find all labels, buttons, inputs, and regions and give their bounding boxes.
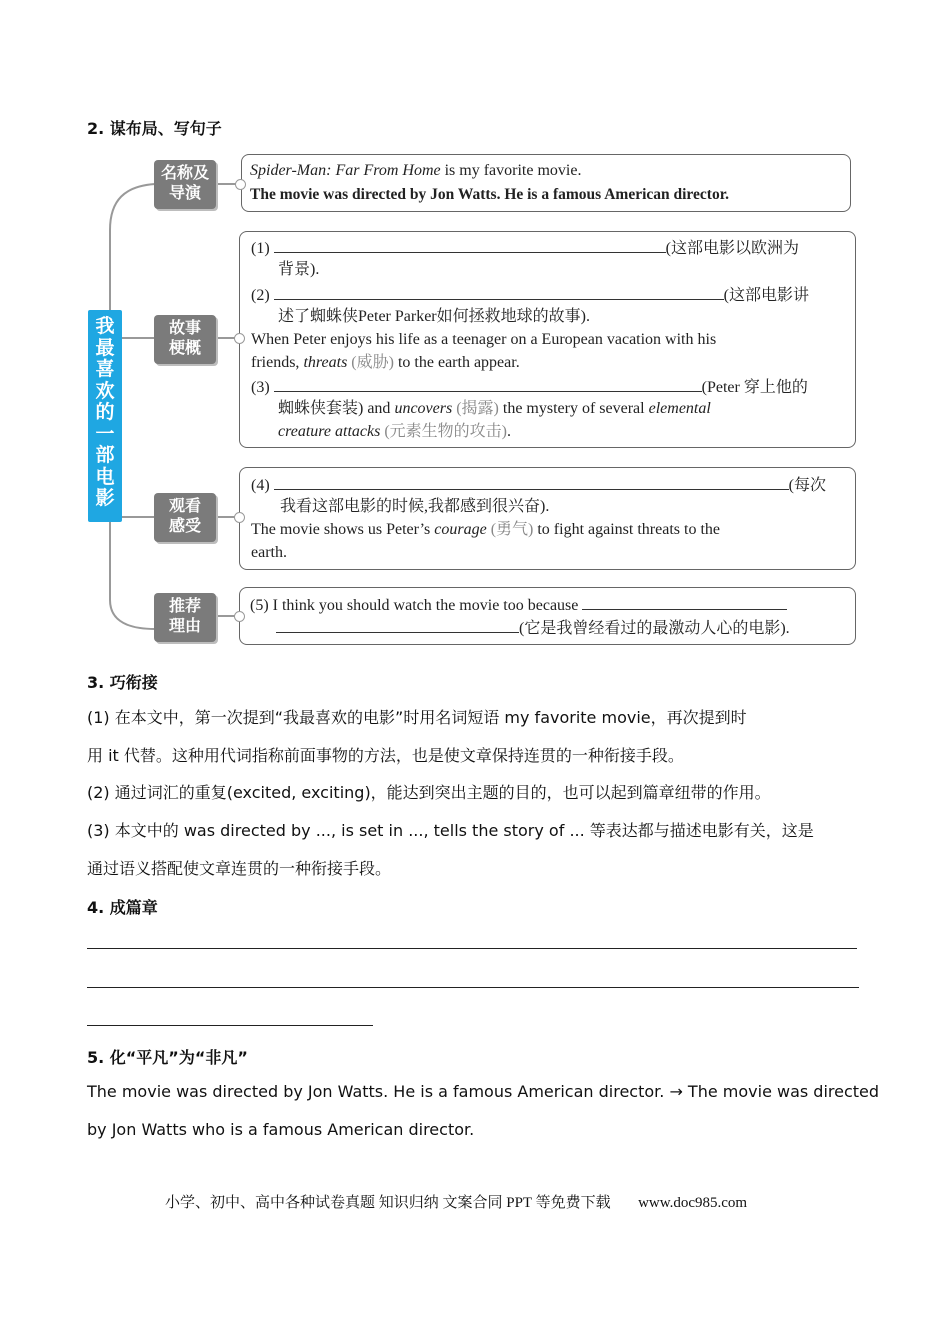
label-viewing-feelings: 观看 感受	[154, 493, 216, 542]
section-5-pb: by Jon Watts who is a famous American director.	[87, 1120, 475, 1139]
section-2-heading: 2. 谋布局、写句子	[87, 119, 222, 138]
writing-line-2[interactable]	[87, 987, 859, 988]
blank-4[interactable]	[274, 474, 789, 490]
section-5-pa: The movie was directed by Jon Watts. He is a famous American director. → The movie was directed	[87, 1082, 880, 1101]
blank-5a[interactable]	[582, 594, 787, 610]
connector-dot	[235, 179, 246, 190]
director-sentence: The movie was directed by Jon Watts. He is a famous American director.	[250, 186, 730, 203]
section-3-heading: 3. 巧衔接	[87, 673, 158, 692]
footer	[165, 1191, 747, 1212]
blank-1[interactable]	[274, 237, 666, 253]
box-recommendation: (5) I think you should watch the movie too because (它是我曾经看过的最激动人心的电影).	[239, 587, 856, 645]
section-3-p3a: (3) 本文中的 was directed by ..., is set in ..., tells the story of ... 等表达都与描述电影有关，这是	[87, 821, 814, 840]
connector-dot	[234, 611, 245, 622]
blank-5b[interactable]	[276, 617, 519, 633]
movie-title: Spider-Man: Far From Home	[250, 162, 441, 179]
label-recommendation-reason: 推荐 理由	[154, 593, 216, 642]
connector-dot	[234, 512, 245, 523]
writing-line-1[interactable]	[87, 948, 857, 949]
section-3-p1a: (1) 在本文中，第一次提到“我最喜欢的电影”时用名词短语 my favorite movie，再次提到时	[87, 708, 747, 727]
section-4-heading: 4. 成篇章	[87, 898, 158, 917]
box-viewing-feelings: (4) (每次 我看这部电影的时候,我都感到很兴奋). The movie shows us Peter’s courage (勇气) to fight against threats to the earth.	[239, 467, 856, 570]
blank-2[interactable]	[274, 284, 724, 300]
blank-3[interactable]	[274, 376, 702, 392]
section-5-heading: 5. 化“平凡”为“非凡”	[87, 1048, 248, 1067]
section-3-p2: (2) 通过词汇的重复(excited, exciting)，能达到突出主题的目的，也可以起到篇章纽带的作用。	[87, 783, 771, 802]
section-3-p1b: 用 it 代替。这种用代词指称前面事物的方法，也是使文章保持连贯的一种衔接手段。	[87, 746, 684, 765]
connector-dot	[234, 333, 245, 344]
center-topic-label: 我 最 喜 欢 的 一 部 电 影	[88, 310, 122, 522]
box-plot-summary: (1) (这部电影以欧洲为 背景). (2) (这部电影讲 述了蜘蛛侠Peter Parker如何拯救地球的故事). When Peter enjoys his life as a teenager on a European vacation with his friends, threats (威胁) to the earth appear. (3) (Peter 穿上他的 蜘蛛侠套装) and uncovers (揭露) the mystery of several elemental creature attacks (元素生物的攻击).	[239, 231, 856, 448]
footer-url[interactable]: www.doc985.com	[638, 1195, 748, 1211]
section-3-p3b: 通过语义搭配使文章连贯的一种衔接手段。	[87, 859, 392, 878]
writing-line-3[interactable]	[87, 1025, 373, 1026]
label-title-director: 名称及 导演	[154, 160, 216, 209]
footer-text: 小学、初中、高中各种试卷真题 知识归纳 文案合同 PPT 等免费下载	[165, 1195, 611, 1211]
label-plot-summary: 故事 梗概	[154, 315, 216, 364]
box-title-director: Spider-Man: Far From Home is my favorite movie. The movie was directed by Jon Watts. He is a famous American director.	[241, 154, 851, 212]
